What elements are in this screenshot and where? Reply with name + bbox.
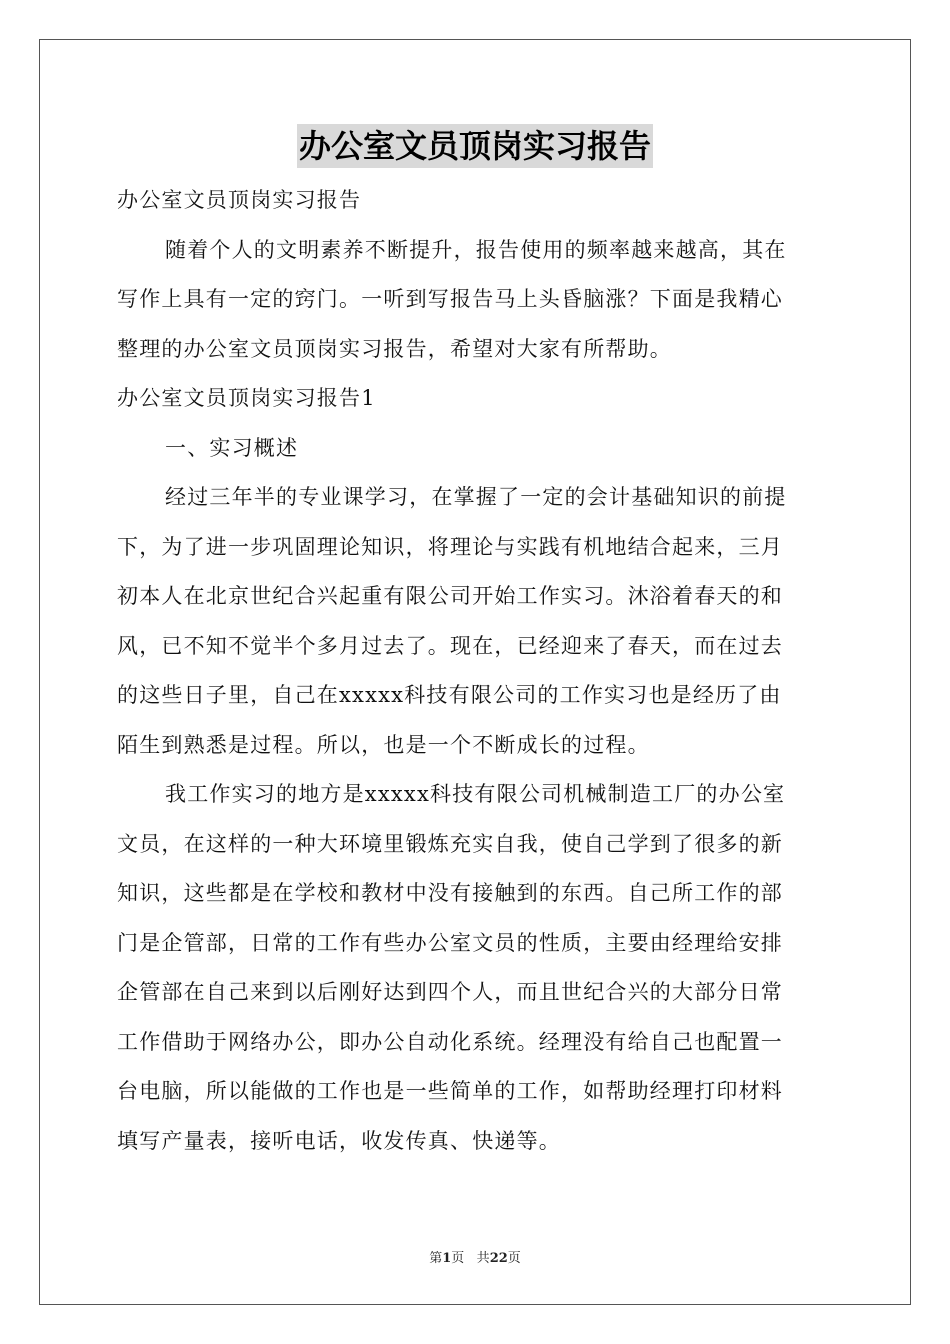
- text-line: 办公室文员顶岗实习报告1: [117, 386, 376, 410]
- text-line: 文员，在这样的一种大环境里锻炼充实自我，使自己学到了很多的新: [117, 831, 783, 856]
- text-line: 经过三年半的专业课学习，在掌握了一定的会计基础知识的前提: [165, 485, 787, 509]
- total-pages-prefix: 共: [476, 1251, 490, 1266]
- text-line: 一、实习概述: [165, 435, 299, 460]
- text-line: 我工作实习的地方是xxxxx科技有限公司机械制造工厂的办公室: [165, 782, 786, 806]
- text-line: 知识，这些都是在学校和教材中没有接触到的东西。自己所工作的部: [117, 881, 783, 905]
- page-number: 1: [442, 1251, 452, 1266]
- text-line: 办公室文员顶岗实习报告: [117, 188, 362, 212]
- total-pages: 22: [489, 1251, 508, 1266]
- title-container: [0, 124, 950, 168]
- text-line: 写作上具有一定的窍门。一听到写报告马上头昏脑涨？下面是我精心: [117, 287, 783, 311]
- total-pages-suffix: 页: [507, 1251, 521, 1266]
- document-body: [117, 176, 833, 1166]
- text-line: 初本人在北京世纪合兴起重有限公司开始工作实习。沐浴着春天的和: [117, 584, 783, 608]
- text-line: 的这些日子里，自己在xxxxx科技有限公司的工作实习也是经历了由: [117, 683, 782, 707]
- page-number-suffix: 页: [451, 1251, 465, 1266]
- text-line: 陌生到熟悉是过程。所以，也是一个不断成长的过程。: [117, 732, 650, 757]
- text-line: 门是企管部，日常的工作有些办公室文员的性质，主要由经理给安排: [117, 930, 783, 955]
- document-title: 办公室文员顶岗实习报告: [297, 124, 653, 168]
- text-line: 台电脑，所以能做的工作也是一些简单的工作，如帮助经理打印材料: [117, 1079, 783, 1103]
- text-line: 风，已不知不觉半个多月过去了。现在，已经迎来了春天，而在过去: [117, 633, 783, 658]
- text-line: 填写产量表，接听电话，收发传真、快递等。: [117, 1128, 561, 1153]
- text-line: 工作借助于网络办公，即办公自动化系统。经理没有给自己也配置一: [117, 1029, 783, 1054]
- text-line: 下，为了进一步巩固理论知识，将理论与实践有机地结合起来，三月: [117, 534, 783, 559]
- page-footer: [0, 1247, 950, 1266]
- text-line: 随着个人的文明素养不断提升，报告使用的频率越来越高，其在: [165, 237, 787, 262]
- text-line: 整理的办公室文员顶岗实习报告，希望对大家有所帮助。: [117, 336, 672, 361]
- text-line: 企管部在自己来到以后刚好达到四个人，而且世纪合兴的大部分日常: [117, 980, 783, 1004]
- page-number-prefix: 第: [429, 1251, 443, 1266]
